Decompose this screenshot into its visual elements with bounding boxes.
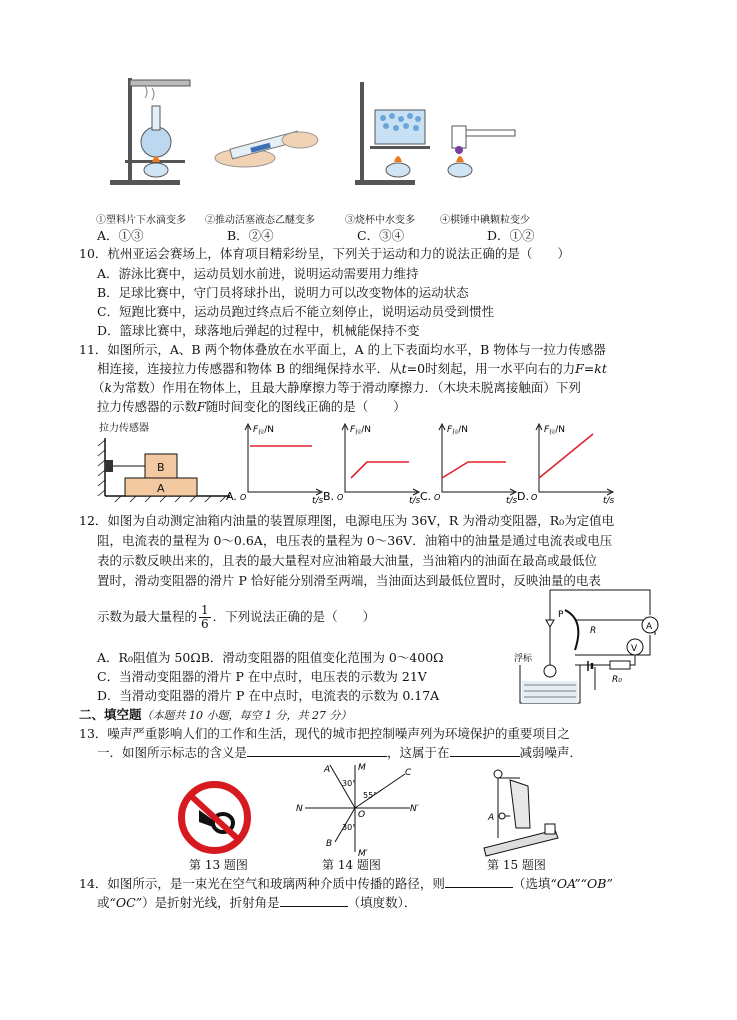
q9-option-a[interactable]: A．①③: [97, 228, 144, 243]
q11-F-var: F: [197, 399, 206, 414]
q11-line-3a: （: [92, 380, 105, 395]
q12-option-ab[interactable]: A．R₀阻值为 50ΩB．滑动变阻器的阻值变化范围为 0～400Ω: [97, 650, 444, 665]
q14-label-a: A: [324, 765, 331, 775]
q14-refraction-figure: [290, 760, 420, 860]
q14-line-1a: 14．如图所示，是一束光在空气和玻璃两种介质中传播的路径，则: [79, 876, 445, 891]
q12-label-float: 浮标: [514, 654, 533, 664]
stand-flask-figure: [110, 78, 190, 185]
q13-blank-1[interactable]: [247, 744, 387, 757]
q11-apparatus: [95, 418, 245, 504]
q11-line-4b: 随时间变化的图线正确的是（ ）: [205, 399, 406, 414]
graph-choice-label[interactable]: B.: [323, 490, 335, 503]
q14-angle-1: 30°: [342, 779, 357, 788]
graph-xlabel: t/s: [506, 496, 518, 506]
q10-stem: 10．杭州亚运会赛场上，体育项目精彩纷呈，下列关于运动和力的说法正确的是（ ）: [79, 246, 570, 261]
q14-angle-2: 55°: [363, 791, 378, 800]
q14-line-2b: ）是折射光线，折射角是: [142, 895, 280, 910]
graph-xlabel: t/s: [409, 496, 421, 506]
q11-graph-b[interactable]: [323, 424, 421, 506]
graph-choice-label[interactable]: C.: [420, 490, 432, 503]
q13-blank-2[interactable]: [450, 744, 520, 757]
graph-origin: O: [337, 493, 344, 502]
q9-option-c[interactable]: C．③④: [357, 228, 405, 243]
q12-line-1: 12．如图为自动测定油箱内油量的装置原理图，电源电压为 36V，R 为滑动变阻器，R₀为定值电: [79, 513, 615, 528]
graph-ylabel: $F_拉/N$: [253, 425, 274, 436]
q12-line-5a: 示数为最大量程的: [97, 609, 198, 624]
q11-graph-c[interactable]: [420, 424, 518, 506]
q12-line-5: [97, 604, 375, 631]
q14-line-1b: （选填: [512, 876, 551, 891]
q12-float: [544, 665, 556, 677]
q14-blank-1[interactable]: [445, 875, 513, 888]
graph-ylabel: $F_拉/N$: [350, 425, 371, 436]
q14-label-nprime: N′: [410, 804, 419, 814]
beaker-figure: [355, 82, 430, 185]
graph-choice-label[interactable]: A.: [226, 490, 237, 503]
graph-xlabel: t/s: [312, 496, 324, 506]
q12-frac-den: 6: [201, 617, 209, 631]
q11-ground-hatch: [115, 496, 226, 502]
q11-line-3b: 为常数）作用在物体上，且最大静摩擦力等于滑动摩擦力．（木块未脱离接触面）下列: [112, 380, 581, 395]
q14-opt-oc: “OC”: [109, 895, 143, 910]
q15-label-a: A: [488, 813, 495, 823]
q12-slider-p: [546, 620, 554, 627]
q12-line-2: 阻，电流表的量程为 0～0.6A，电压表的量程为 0～36V．油箱中的油量是通过电流表或电压: [97, 533, 613, 548]
q10-option-d[interactable]: D．篮球比赛中，球落地后弹起的过程中，机械能保持不变: [97, 323, 420, 338]
q10-option-a[interactable]: A．游泳比赛中，运动员划水前进，说明运动需要用力维持: [97, 266, 419, 281]
q11-block-b-label: B: [157, 461, 165, 474]
q12-label-a: A: [646, 622, 653, 632]
graph-xlabel: t/s: [603, 496, 615, 506]
q11-graph-d[interactable]: [517, 424, 615, 506]
q10-option-b[interactable]: B．足球比赛中，守门员将球扑出，说明力可以改变物体的运动状态: [97, 285, 469, 300]
q13-line-1: 13．噪声严重影响人们的工作和生活，现代的城市把控制噪声列为环境保护的重要项目之: [79, 726, 570, 741]
q13-line-2b: ，这属于在: [387, 745, 450, 760]
q10-option-c[interactable]: C．短跑比赛中，运动员跑过终点后不能立刻停止，说明运动员受到惯性: [97, 304, 495, 319]
q14-line-1: [79, 874, 613, 893]
q11-graphs: [226, 418, 640, 506]
graph-ylabel: $F_拉/N$: [447, 425, 468, 436]
q14-label-c: C: [405, 768, 412, 778]
q12-option-c[interactable]: C．当滑动变阻器的滑片 P 在中点时，电压表的示数为 21V: [97, 669, 427, 684]
q9-option-b[interactable]: B．②④: [227, 228, 274, 243]
q14-line-2a: 或: [97, 895, 110, 910]
q12-fraction: [199, 604, 211, 631]
q12-resistor-r0: [610, 661, 630, 669]
q9-caption-4: ④棋锤中碘颗粒变少: [440, 215, 530, 226]
q14-blank-2[interactable]: [280, 894, 348, 907]
section-2-title: 二、填空题: [79, 707, 142, 722]
graph-origin: O: [240, 493, 247, 502]
no-horn-sign-icon: [177, 780, 252, 855]
q9-figures: [100, 70, 510, 200]
q9-caption-1: ①塑料片下水滴变多: [96, 215, 186, 226]
graph-origin: O: [434, 493, 441, 502]
q14-label-m: M: [358, 763, 366, 773]
q11-line-2: [97, 359, 607, 378]
q11-line-2b: =0时刻起，用一水平向右的力: [406, 361, 576, 376]
q9-caption-2: ②推动活塞液态乙醚变多: [205, 215, 315, 226]
q11-graph-a[interactable]: [226, 424, 324, 506]
q12-line-5b: ．下列说法正确的是（ ）: [212, 609, 376, 624]
section-2-heading: [79, 705, 352, 723]
graph-origin: O: [531, 493, 538, 502]
q11-t-var: t: [401, 361, 407, 376]
q15-figure: [480, 768, 570, 858]
q14-opt-oa: “OA”: [550, 876, 581, 891]
iodine-tube-figure: [448, 126, 515, 177]
q11-line-4: [97, 397, 406, 416]
figure-14-label: 第 14 题图: [322, 858, 381, 872]
q13-line-2a: 一．如图所示标志的含义是: [97, 745, 248, 760]
q14-opt-ob: “OB”: [580, 876, 613, 891]
q14-label-o: O: [358, 810, 366, 820]
graph-curve: [539, 434, 593, 478]
q12-line-4: 置时，滑动变阻器的滑片 P 恰好能分别滑至两端，当油面达到最低位置时，反映油量的电表: [97, 573, 601, 588]
q11-sensor-label: 拉力传感器: [99, 423, 149, 434]
q12-option-d[interactable]: D．当滑动变阻器的滑片 P 在中点时，电流表的示数为 0.17A: [97, 688, 440, 703]
graph-ylabel: $F_拉/N$: [544, 425, 565, 436]
section-2-note: （本题共 10 小题，每空 1 分，共 27 分）: [141, 709, 352, 722]
q9-option-d[interactable]: D．①②: [487, 228, 535, 243]
q14-label-mprime: M′: [358, 849, 368, 859]
q11-line-2a: 相连接，连接拉力传感器和物体 B 的细绳保持水平．从: [97, 361, 402, 376]
q11-line-4a: 拉力传感器的示数: [97, 399, 198, 414]
q14-line-2: [97, 893, 416, 912]
q14-angle-3: 30°: [342, 823, 357, 832]
q9-caption-3: ③烧杯中水变多: [345, 215, 415, 226]
q11-k-var: k: [104, 380, 113, 395]
q12-circuit: [510, 585, 660, 710]
q12-label-r0: R₀: [612, 675, 622, 685]
q14-line-2c: （填度数）．: [347, 895, 417, 910]
q12-line-3: 表的示数反映出来的，且表的最大量程对应油箱最大油量，当油箱内的油面在最高或最低位: [97, 553, 598, 568]
graph-curve: [351, 462, 409, 478]
q14-label-n: N: [296, 804, 303, 814]
q11-sensor: [105, 460, 113, 472]
q12-label-r: R: [590, 626, 597, 636]
q11-block-a-label: A: [157, 482, 165, 495]
q12-label-v: V: [631, 644, 638, 654]
q12-frac-num: 1: [201, 603, 209, 617]
figure-15-label: 第 15 题图: [487, 858, 546, 872]
q12-label-p: P: [558, 610, 564, 620]
q11-force-eq: F=kt: [575, 361, 607, 376]
q14-label-b: B: [326, 839, 333, 849]
q11-line-1: 11．如图所示，A、B 两个物体叠放在水平面上，A 的上下表面均水平，B 物体与一拉力传感器: [79, 342, 606, 357]
graph-choice-label[interactable]: D.: [517, 490, 529, 503]
figure-13-label: 第 13 题图: [189, 858, 248, 872]
q11-line-3: [92, 378, 581, 397]
graph-curve: [442, 462, 506, 478]
q11-wall: [98, 438, 105, 496]
q13-line-2c: 减弱噪声．: [519, 745, 583, 760]
syringe-figure: [215, 131, 318, 167]
